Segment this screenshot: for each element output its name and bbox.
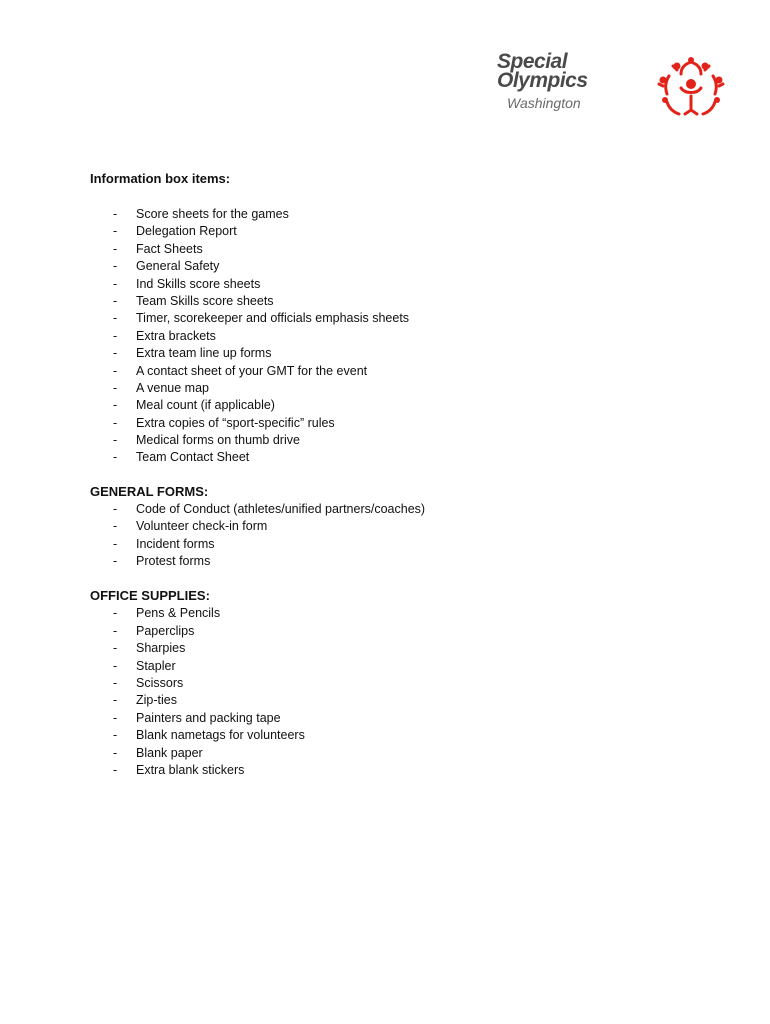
dash-bullet: - — [113, 554, 118, 569]
list-item — [90, 518, 730, 535]
logo-subtitle: Washington — [507, 95, 581, 111]
list-item — [90, 605, 730, 622]
list-item-label: Stapler — [136, 658, 176, 673]
list-item-label: Paperclips — [136, 623, 195, 638]
dash-bullet: - — [113, 519, 118, 534]
dash-bullet: - — [113, 623, 118, 638]
list-item — [90, 536, 730, 553]
list-item-label: Blank paper — [136, 745, 203, 760]
dash-bullet: - — [113, 415, 118, 430]
list-item — [90, 553, 730, 570]
list-item-label: Zip-ties — [136, 693, 177, 708]
list-item-label: Medical forms on thumb drive — [136, 433, 300, 448]
dash-bullet: - — [113, 641, 118, 656]
dash-bullet: - — [113, 398, 118, 413]
dash-bullet: - — [113, 710, 118, 725]
list-item-label: Fact Sheets — [136, 241, 203, 256]
dash-bullet: - — [113, 207, 118, 221]
list-item — [90, 658, 730, 675]
list-item — [90, 727, 730, 744]
list-item-label: A contact sheet of your GMT for the event — [136, 363, 368, 378]
list-item — [90, 762, 730, 779]
section-spacer — [90, 570, 730, 587]
dash-bullet: - — [113, 433, 118, 448]
list-item — [90, 640, 730, 657]
list-item — [90, 675, 730, 692]
list-item-label: Team Skills score sheets — [136, 293, 274, 308]
list-item-label: Code of Conduct (athletes/unified partners/coaches) — [136, 501, 426, 516]
list-item — [90, 501, 730, 518]
dash-bullet: - — [113, 693, 118, 708]
list-item — [90, 258, 730, 275]
dash-bullet: - — [113, 606, 118, 621]
list-item — [90, 363, 730, 380]
list-item — [90, 397, 730, 414]
list-item — [90, 710, 730, 727]
list-item-label: Volunteer check-in form — [136, 519, 268, 534]
list-item — [90, 345, 730, 362]
dash-bullet: - — [113, 328, 118, 343]
list-item-label: Incident forms — [136, 536, 215, 551]
list-item — [90, 276, 730, 293]
dash-bullet: - — [113, 728, 118, 743]
list-item — [90, 380, 730, 397]
list-item-label: Sharpies — [136, 641, 186, 656]
list-item-label: Extra team line up forms — [136, 346, 272, 361]
info-box-title: Information box items: — [90, 171, 231, 186]
dash-bullet: - — [113, 363, 118, 378]
list-item-label: Ind Skills score sheets — [136, 276, 261, 291]
general-forms-title: GENERAL FORMS: — [90, 483, 209, 499]
document-body — [90, 170, 730, 779]
list-item-label: Extra blank stickers — [136, 762, 245, 777]
list-item-label: Protest forms — [136, 554, 211, 569]
dash-bullet: - — [113, 501, 118, 516]
list-item — [90, 241, 730, 258]
list-item-label: Score sheets for the games — [136, 207, 289, 221]
list-item — [90, 432, 730, 449]
list-item — [90, 745, 730, 762]
dash-bullet: - — [113, 276, 118, 291]
list-item-label: Timer, scorekeeper and officials emphasis sheets — [136, 311, 410, 326]
list-item — [90, 449, 730, 466]
dash-bullet: - — [113, 762, 118, 777]
dash-bullet: - — [113, 380, 118, 395]
dash-bullet: - — [113, 675, 118, 690]
list-item-label: Team Contact Sheet — [136, 450, 250, 465]
dash-bullet: - — [113, 346, 118, 361]
list-item — [90, 293, 730, 310]
dash-bullet: - — [113, 658, 118, 673]
dash-bullet: - — [113, 745, 118, 760]
list-item — [90, 415, 730, 432]
list-item-label: Extra copies of “sport-specific” rules — [136, 415, 335, 430]
dash-bullet: - — [113, 224, 118, 239]
list-item-label: Extra brackets — [136, 328, 216, 343]
list-item-label: General Safety — [136, 259, 220, 274]
logo-line-special: Special — [497, 50, 568, 73]
dash-bullet: - — [113, 241, 118, 256]
list-item — [90, 692, 730, 709]
special-olympics-emblem-icon — [655, 54, 727, 126]
section-spacer — [90, 467, 730, 483]
list-item-label: Pens & Pencils — [136, 606, 221, 621]
list-item — [90, 206, 730, 223]
dash-bullet: - — [113, 536, 118, 551]
dash-bullet: - — [113, 293, 118, 308]
list-item-label: Scissors — [136, 675, 184, 690]
info-box-list — [90, 206, 730, 467]
list-item-label: Blank nametags for volunteers — [136, 728, 305, 743]
office-supplies-title: OFFICE SUPPLIES: — [90, 588, 210, 604]
list-item — [90, 310, 730, 327]
list-item — [90, 223, 730, 240]
list-item-label: Painters and packing tape — [136, 710, 281, 725]
general-forms-list — [90, 501, 730, 571]
dash-bullet: - — [113, 259, 118, 274]
list-item — [90, 328, 730, 345]
dash-bullet: - — [113, 311, 118, 326]
special-olympics-logo — [497, 52, 617, 111]
office-supplies-list — [90, 605, 730, 779]
dash-bullet: - — [113, 450, 118, 465]
list-item-label: Meal count (if applicable) — [136, 398, 275, 413]
list-item-label: Delegation Report — [136, 224, 237, 239]
list-item — [90, 623, 730, 640]
list-item-label: A venue map — [136, 380, 209, 395]
logo-line-olympics: Olympics — [497, 69, 588, 92]
